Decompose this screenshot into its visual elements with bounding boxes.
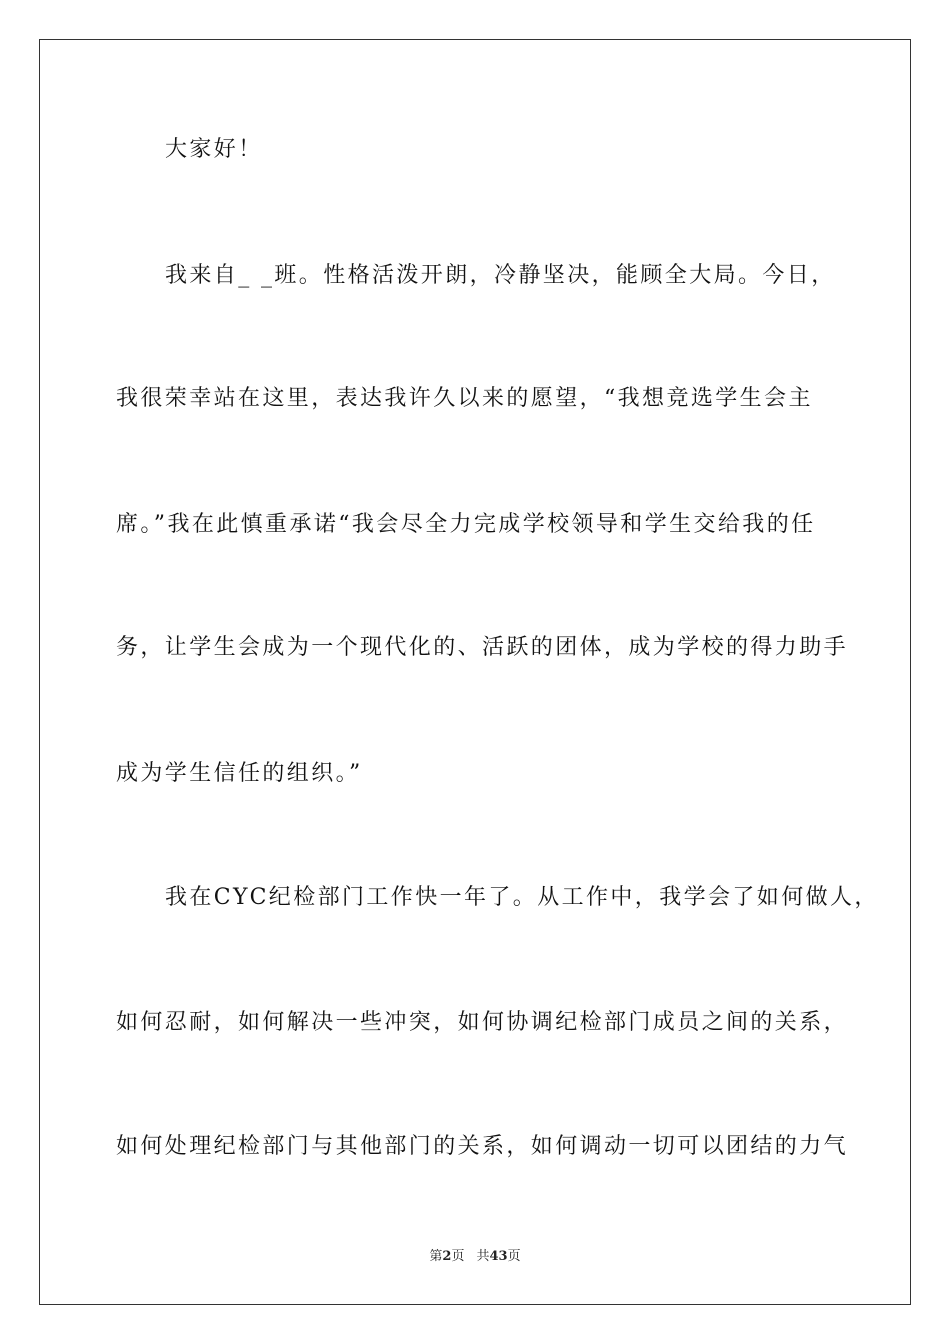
total-page-count: 43 [489,1249,508,1264]
page-prefix: 第 [429,1249,443,1264]
paragraph-line: 如何忍耐，如何解决一些冲突，如何协调纪检部门成员之间的关系， [116,1010,849,1035]
paragraph-line: 如何处理纪检部门与其他部门的关系，如何调动一切可以团结的力气 [116,1134,849,1159]
current-page-number: 2 [442,1249,452,1264]
page-border [39,39,911,1305]
total-prefix: 共 [476,1249,490,1264]
paragraph-line: 成为学生信任的组织。” [116,761,363,786]
page-suffix: 页 [451,1249,465,1264]
paragraph-line: 我来自_ _班。性格活泼开朗，冷静坚决，能顾全大局。今日， [165,263,836,288]
total-suffix: 页 [507,1249,521,1264]
paragraph-line: 务，让学生会成为一个现代化的、活跃的团体，成为学校的得力助手 [116,635,849,660]
paragraph-line: 席。”我在此慎重承诺“我会尽全力完成学校领导和学生交给我的任 [116,512,816,537]
paragraph-line: 我在CYC纪检部门工作快一年了。从工作中，我学会了如何做人， [165,885,879,910]
page-footer [0,1248,950,1266]
greeting-line: 大家好！ [165,137,263,162]
paragraph-line: 我很荣幸站在这里，表达我许久以来的愿望，“我想竞选学生会主 [116,386,813,411]
